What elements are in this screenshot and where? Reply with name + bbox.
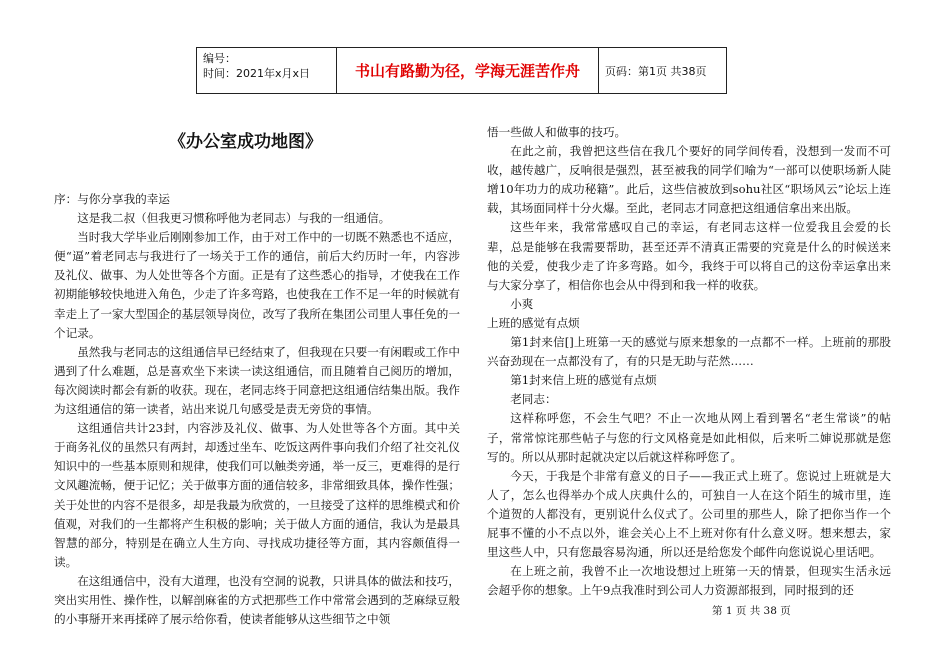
letter-title: 第1封来信上班的感觉有点烦 bbox=[510, 373, 657, 388]
paragraph: 当时我大学毕业后刚刚参加工作，由于对工作中的一切既不熟悉也不适应，便“逼”着老同志与我进行了一场关于工作的通信，前后大约历时一年，内容涉及礼仪、做事、为人处世等各个方面。正是有了这些悉心的指导，才使我在工作初期能够较快地进入角色，少走了许多弯路，也使我在工作不足一年的时候就有幸走上了一家大型国企的基层领导岗位，改写了我所在集团公司里人事任免的一个记录。 bbox=[54, 230, 460, 340]
left-column bbox=[54, 190, 460, 629]
serial-number-label: 编号： bbox=[203, 52, 236, 65]
header-meta-cell bbox=[197, 48, 337, 93]
page-info-text: 页码：第1页 共38页 bbox=[605, 64, 707, 78]
letter-summary: 第1封来信[]上班第一天的感觉与原来想象的一点都不一样。上班前的那股兴奋劲现在一点都没有了，有的只是无助与茫然…… bbox=[487, 335, 891, 369]
right-column bbox=[487, 123, 891, 600]
paragraph: 虽然我与老同志的这组通信早已经结束了，但我现在只要一有闲暇或工作中遇到了什么难题，总是喜欢坐下来读一读这组通信，而且随着自己阅历的增加，每次阅读时都会有新的收获。现在，老同志终于同意把这组通信结集出版。我作为这组通信的第一读者，站出来说几句感受是责无旁贷的事情。 bbox=[54, 344, 460, 417]
paragraph: 在此之前，我曾把这些信在我几个要好的同学间传看，没想到一发而不可收，越传越广，反响很是强烈，甚至被我的同学们喻为“一部可以使职场新人陡增10年功力的成功秘籍”。此后，这些信被放到sohu社区“职场风云”论坛上连载，其场面同样十分火爆。至此，老同志才同意把这组通信拿出来出版。 bbox=[487, 144, 891, 216]
paragraph: 这是我二叔（但我更习惯称呼他为老同志）与我的一组通信。 bbox=[77, 211, 391, 226]
chapter-heading: 上班的感觉有点烦 bbox=[487, 315, 580, 330]
signature-name: 小爽 bbox=[510, 296, 534, 311]
paragraph: 今天，于我是个非常有意义的日子——我正式上班了。您说过上班就是大人了，怎么也得举办个成人庆典什么的，可独自一人在这个陌生的城市里，连个道贺的人都没有，更别说什么仪式了。公司里的那些人，除了把你当作一个屁事不懂的小不点以外，谁会关心上不上班对你有什么意义呀。想来想去，家里这些人中，只有您最容易沟通，所以还是给您发个邮件向您说说心里话吧。 bbox=[487, 468, 891, 560]
motto-cell bbox=[337, 48, 599, 93]
letter-salutation: 老同志： bbox=[510, 392, 557, 407]
paragraph: 这些年来，我常常感叹自己的幸运，有老同志这样一位爱我且会爱的长辈，总是能够在我需要帮助，甚至还弄不清真正需要的究竟是什么的时候送来他的关爱，使我少走了许多弯路。如今，我终于可以将自己的这份幸运拿出来与大家分享了，相信你也会从中得到和我一样的收获。 bbox=[487, 220, 891, 292]
paragraph: 在上班之前，我曾不止一次地设想过上班第一天的情景，但现实生活永远会超乎你的想象。上午9点我准时到公司人力资源部报到，同时报到的还 bbox=[487, 564, 891, 598]
paragraph: 在这组通信中，没有大道理，也没有空洞的说教，只讲具体的做法和技巧，突出实用性、操作性，以解剖麻雀的方式把那些工作中常常会遇到的芝麻绿豆般的小事掰开来再揉碎了展示给你看，使读者能够从这些细节之中领 bbox=[54, 573, 460, 627]
page-footer: 第 1 页 共 38 页 bbox=[712, 605, 791, 617]
motto-text: 书山有路勤为径，学海无涯苦作舟 bbox=[354, 62, 580, 80]
document-title: 《办公室成功地图》 bbox=[169, 132, 322, 152]
paragraph: 这组通信共计23封，内容涉及礼仪、做事、为人处世等各个方面。其中关于商务礼仪的虽然只有两封，却透过坐车、吃饭这两件事向我们介绍了社交礼仪知识中的一些基本原则和规律，使我们可以触类旁通，举一反三，更难得的是行文风趣流畅，便于记忆；关于做事方面的通信较多，非常细致具体，操作性强；关于处世的内容不是很多，却是我最为欣赏的，一旦接受了这样的思维模式和价值观，对我们的一生都将产生积极的影响；关于做人方面的通信，我认为是最具智慧的部分，特别是在确立人生方向、寻找成功捷径等方面，其内容颇值得一读。 bbox=[54, 421, 460, 569]
header-table bbox=[196, 47, 727, 94]
page-info-cell bbox=[599, 48, 726, 93]
paragraph-continuation: 悟一些做人和做事的技巧。 bbox=[487, 125, 627, 139]
date-label: 时间：2021年x月x日 bbox=[203, 67, 311, 80]
section-heading: 序：与你分享我的幸运 bbox=[54, 192, 170, 206]
paragraph: 这样称呼您，不会生气吧？不止一次地从网上看到署名“老生常谈”的帖子，常常惊诧那些帖子与您的行文风格竟是如此相似，后来听二婶说那就是您写的。所以从那时起就决定以后就这样称呼您了。 bbox=[487, 411, 891, 464]
